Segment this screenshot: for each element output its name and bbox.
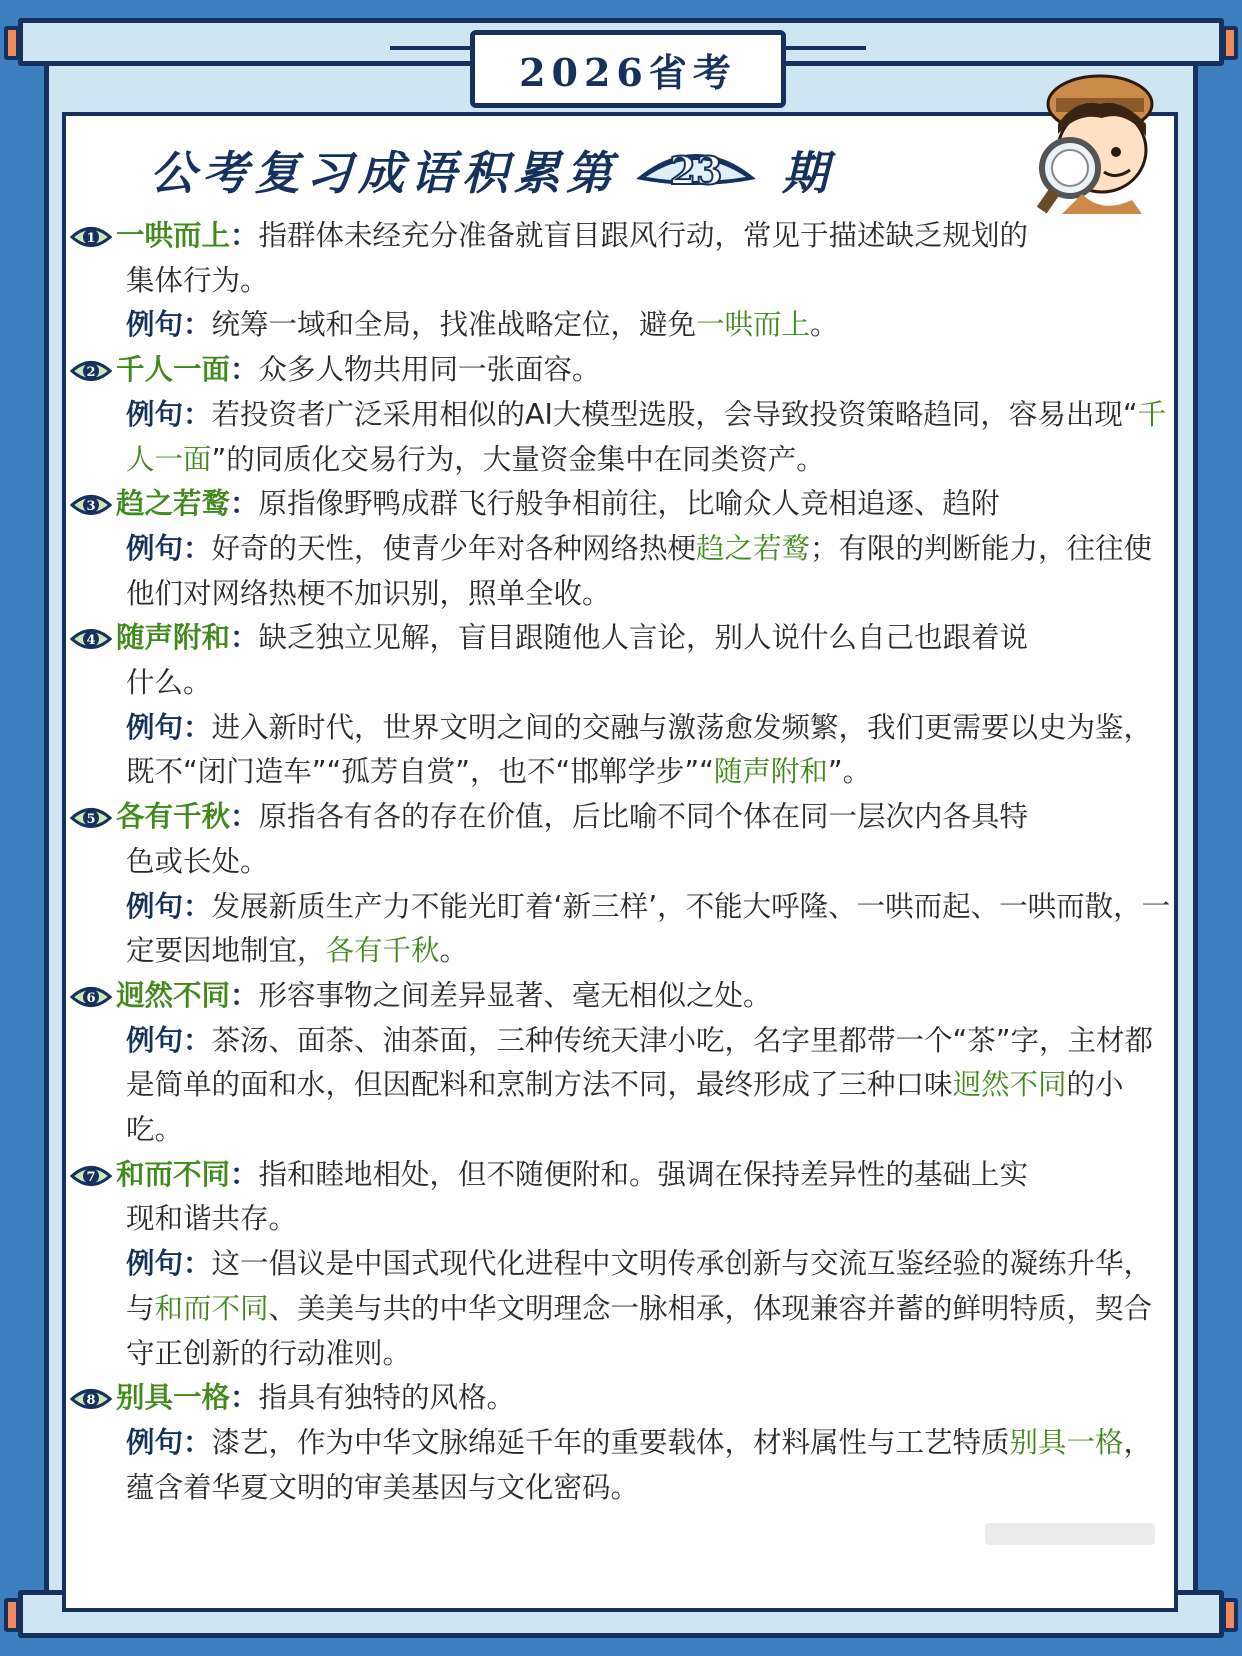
eye-number-icon	[70, 1376, 116, 1420]
idiom-definition: 指和睦地相处，但不随便附和。强调在保持差异性的基础上实	[258, 1157, 1029, 1191]
idiom-definition: 众多人物共用同一张面容。	[258, 353, 601, 387]
idiom-definition-cont: 集体行为。	[126, 263, 269, 297]
eye-number-icon	[70, 214, 116, 258]
example-highlight: 别具一格	[1009, 1425, 1124, 1459]
eye-number-icon	[70, 974, 116, 1018]
title-suffix: 期	[782, 146, 834, 200]
idiom-entry: 4 随声附和：缺乏独立见解，盲目跟随他人言论，别人说什么自己也跟着说 什么。 例句：进入新时代，世界文明之间的交融与激荡愈发频繁，我们更需要以史为鉴，既不“闭门造车”“孤芳自赏”，也不“邯郸学步”“随声附和”。	[70, 616, 1180, 795]
idiom-entry: 7 和而不同：指和睦地相处，但不随便附和。强调在保持差异性的基础上实 现和谐共存。 例句：这一倡议是中国式现代化进程中文明传承创新与交流互鉴经验的凝练升华，与和而不同、美美与共的中华文明理念一脉相承，体现兼容并蓄的鲜明特质，契合守正创新的行动准则。	[70, 1153, 1180, 1377]
example-highlight: 千人一面	[126, 397, 1167, 476]
idiom-definition: 缺乏独立见解，盲目跟随他人言论，别人说什么自己也跟着说	[258, 621, 1029, 655]
svg-text:7: 7	[86, 1169, 96, 1185]
rod-cap-bottom-right	[1222, 1598, 1238, 1632]
example-highlight: 一哄而上	[696, 308, 811, 342]
idiom-example: 例句：好奇的天性，使青少年对各种网络热梗趋之若鹜；有限的判断能力，往往使他们对网络热梗不加识别，照单全收。	[126, 531, 1153, 610]
idiom-entry: 1 一哄而上：指群体未经充分准备就盲目跟风行动，常见于描述缺乏规划的 集体行为。 例句：统筹一域和全局，找准战略定位，避免一哄而上。	[70, 214, 1180, 348]
example-label: 例句：	[126, 308, 212, 342]
idiom-example: 例句：这一倡议是中国式现代化进程中文明传承创新与交流互鉴经验的凝练升华，与和而不同、美美与共的中华文明理念一脉相承，体现兼容并蓄的鲜明特质，契合守正创新的行动准则。	[126, 1247, 1153, 1370]
idiom-term: 迥然不同	[116, 978, 231, 1012]
idiom-definition-cont: 色或长处。	[126, 844, 269, 878]
idiom-term: 各有千秋	[116, 800, 231, 834]
rod-cap-top-left	[4, 26, 20, 60]
idiom-example: 例句：漆艺，作为中华文脉绵延千年的重要载体，材料属性与工艺特质别具一格，蕴含着华夏文明的审美基因与文化密码。	[126, 1425, 1153, 1504]
idiom-example: 例句：茶汤、面茶、油茶面，三种传统天津小吃，名字里都带一个“茶”字，主材都是简单的面和水，但因配料和烹制方法不同，最终形成了三种口味迥然不同的小吃。	[126, 1023, 1154, 1147]
example-highlight: 趋之若鹜	[696, 531, 811, 565]
example-highlight: 和而不同	[154, 1291, 269, 1325]
idiom-example: 例句：发展新质生产力不能光盯着‘新三样’，不能大呼隆、一哄而起、一哄而散，一定要因地制宜，各有千秋。	[126, 889, 1171, 968]
example-highlight: 各有千秋	[325, 934, 440, 968]
page-title	[150, 138, 834, 202]
idiom-term: 和而不同	[116, 1157, 231, 1191]
example-highlight: 迥然不同	[952, 1068, 1067, 1102]
idiom-list	[70, 214, 1180, 1510]
example-label: 例句：	[126, 889, 212, 923]
idiom-term: 随声附和	[116, 621, 231, 655]
idiom-term: 千人一面	[116, 353, 231, 387]
rod-cap-bottom-left	[4, 1598, 20, 1632]
idiom-example: 例句：若投资者广泛采用相似的AI大模型选股，会导致投资策略趋同，容易出现“千人一面”的同质化交易行为，大量资金集中在同类资产。	[126, 397, 1167, 476]
idiom-example: 例句：统筹一域和全局，找准战略定位，避免一哄而上。	[126, 308, 839, 342]
example-label: 例句：	[126, 710, 212, 744]
title-prefix: 公考复习成语积累第	[150, 146, 618, 200]
example-label: 例句：	[126, 1023, 212, 1057]
idiom-definition: 原指各有各的存在价值，后比喻不同个体在同一层次内各具特	[258, 800, 1029, 834]
example-label: 例句：	[126, 531, 212, 565]
eye-number-icon	[70, 348, 116, 392]
issue-number: 23	[669, 147, 723, 193]
svg-text:8: 8	[86, 1393, 96, 1409]
idiom-definition: 指群体未经充分准备就盲目跟风行动，常见于描述缺乏规划的	[258, 219, 1029, 252]
blurred-watermark	[985, 1523, 1155, 1545]
detective-mascot-icon	[1022, 64, 1172, 214]
svg-text:1: 1	[86, 231, 96, 246]
idiom-entry: 2 千人一面：众多人物共用同一张面容。 例句：若投资者广泛采用相似的AI大模型选股，会导致投资策略趋同，容易出现“千人一面”的同质化交易行为，大量资金集中在同类资产。	[70, 348, 1180, 482]
idiom-entry: 5 各有千秋：原指各有各的存在价值，后比喻不同个体在同一层次内各具特 色或长处。 例句：发展新质生产力不能光盯着‘新三样’，不能大呼隆、一哄而起、一哄而散，一定要因地制宜，各有千秋。	[70, 795, 1180, 974]
idiom-term: 趋之若鹜	[116, 487, 231, 521]
eye-number-icon	[70, 616, 116, 660]
idiom-definition: 形容事物之间差异显著、毫无相似之处。	[258, 978, 772, 1012]
exam-badge: 2026省考	[470, 30, 786, 108]
eye-number-icon	[70, 1153, 116, 1197]
idiom-definition-cont: 什么。	[126, 666, 212, 700]
idiom-definition: 原指像野鸭成群飞行般争相前往，比喻众人竞相追逐、趋附	[258, 487, 1000, 521]
idiom-term: 别具一格	[116, 1381, 231, 1415]
eye-number-icon	[70, 482, 116, 526]
idiom-term: 一哄而上	[116, 219, 231, 252]
badge-line-right	[786, 46, 866, 50]
issue-badge	[632, 139, 760, 201]
idiom-definition-cont: 现和谐共存。	[126, 1202, 298, 1236]
idiom-entry: 3 趋之若鹜：原指像野鸭成群飞行般争相前往，比喻众人竞相追逐、趋附 例句：好奇的天性，使青少年对各种网络热梗趋之若鹜；有限的判断能力，往往使他们对网络热梗不加识别，照单全收。	[70, 482, 1180, 616]
idiom-entry: 8 别具一格：指具有独特的风格。 例句：漆艺，作为中华文脉绵延千年的重要载体，材料属性与工艺特质别具一格，蕴含着华夏文明的审美基因与文化密码。	[70, 1376, 1180, 1510]
idiom-entry: 6 迥然不同：形容事物之间差异显著、毫无相似之处。 例句：茶汤、面茶、油茶面，三种传统天津小吃，名字里都带一个“茶”字，主材都是简单的面和水，但因配料和烹制方法不同，最终形成了三种口味迥然不同的小吃。	[70, 974, 1180, 1153]
example-highlight: 随声附和	[713, 755, 828, 789]
svg-text:2: 2	[86, 365, 96, 381]
svg-text:3: 3	[86, 499, 96, 515]
example-label: 例句：	[126, 1425, 212, 1459]
example-label: 例句：	[126, 1247, 212, 1281]
svg-text:4: 4	[86, 633, 96, 649]
svg-text:6: 6	[86, 990, 96, 1006]
svg-text:5: 5	[86, 812, 96, 828]
example-label: 例句：	[126, 397, 212, 431]
idiom-definition: 指具有独特的风格。	[258, 1381, 516, 1415]
idiom-example: 例句：进入新时代，世界文明之间的交融与激荡愈发频繁，我们更需要以史为鉴，既不“闭门造车”“孤芳自赏”，也不“邯郸学步”“随声附和”。	[126, 710, 1153, 789]
rod-cap-top-right	[1222, 26, 1238, 60]
badge-line-left	[390, 46, 470, 50]
eye-number-icon	[70, 795, 116, 839]
